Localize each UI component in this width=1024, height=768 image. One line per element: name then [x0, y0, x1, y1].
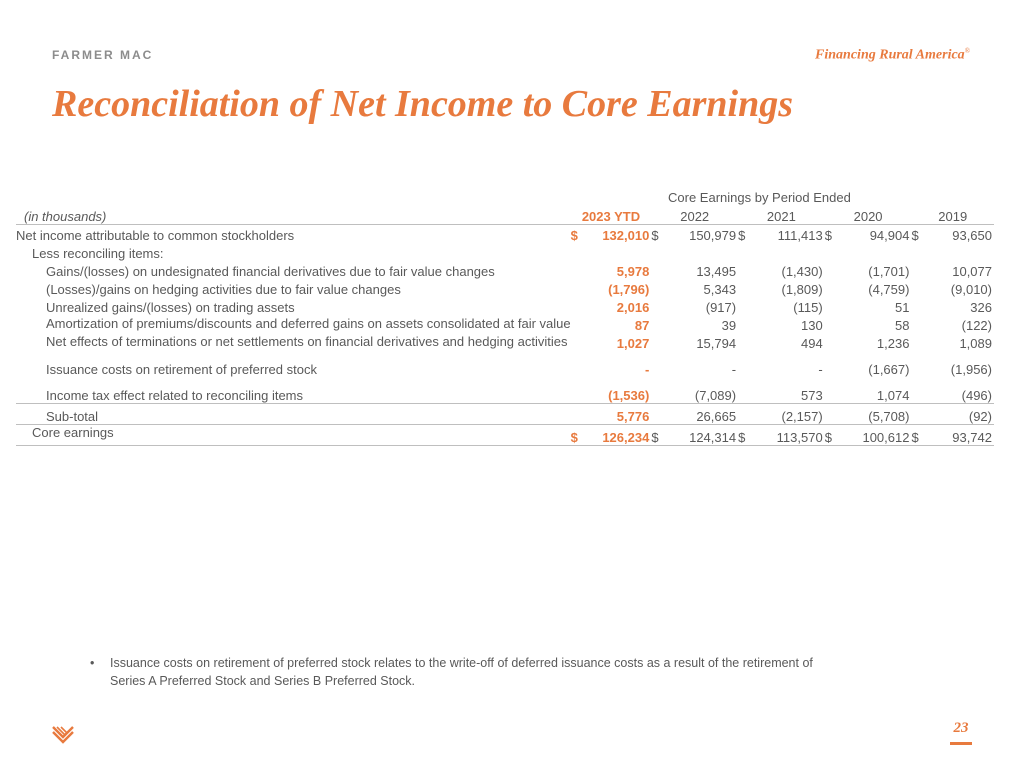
value-2023-ytd: -: [644, 362, 650, 377]
currency-symbol: $: [911, 228, 919, 243]
column-header-2021: 2021: [738, 205, 825, 225]
tagline-text: Financing Rural America: [815, 47, 965, 63]
value-2023-ytd: 87: [634, 318, 650, 333]
value-2019: 93,742: [929, 425, 994, 446]
value-2023-ytd: (1,536): [608, 388, 650, 403]
value-2023-ytd: 5,776: [588, 404, 651, 425]
page-number: 23: [953, 720, 969, 736]
value-2021: 113,570: [756, 425, 825, 446]
value-2020: (4,759): [868, 282, 910, 297]
value-2019: (92): [929, 404, 994, 425]
value-2022: 124,314: [669, 425, 738, 446]
value-2022: 26,665: [669, 404, 738, 425]
value-2021: (2,157): [756, 404, 825, 425]
value-2020: 1,236: [876, 336, 910, 351]
value-2022: (917): [705, 300, 737, 315]
table-row-terminations: [16, 333, 994, 351]
currency-symbol: $: [651, 425, 669, 446]
value-2021: (115): [793, 300, 823, 315]
value-2020: 94,904: [869, 228, 910, 243]
value-2019: 326: [970, 300, 992, 315]
page-title: Reconciliation of Net Income to Core Earnings: [52, 83, 794, 125]
table-row-net-income: [16, 225, 994, 244]
table-row-preferred-stock: [16, 351, 994, 377]
table-row-core-earnings: [16, 425, 994, 446]
value-2023-ytd: 132,010: [602, 228, 650, 243]
currency-symbol: $: [571, 425, 589, 446]
value-2020: 1,074: [876, 388, 910, 403]
value-2021: (1,809): [781, 282, 823, 297]
value-2021: 494: [800, 336, 823, 351]
column-header-2019: 2019: [911, 205, 994, 225]
value-2022: 150,979: [689, 228, 737, 243]
value-2021: -: [818, 362, 823, 377]
value-2020: 58: [895, 318, 910, 333]
value-2022: 39: [721, 318, 737, 333]
value-2021: 130: [800, 318, 823, 333]
row-label: Income tax effect related to reconciling items: [46, 388, 303, 403]
row-label: Core earnings: [16, 425, 571, 446]
reconciliation-table: [16, 205, 994, 446]
value-2023-ytd: 2,016: [616, 300, 650, 315]
units-label: (in thousands): [16, 205, 571, 225]
value-2019: 93,650: [952, 228, 992, 243]
period-caption: Core Earnings by Period Ended: [668, 190, 851, 205]
footnote-text: Issuance costs on retirement of preferred stock relates to the write-off of deferred issuance costs as a result of the retirement of Series A Preferred Stock and Series B Preferred Stock.: [110, 656, 813, 688]
currency-symbol: $: [570, 228, 578, 243]
value-2021: 573: [800, 388, 823, 403]
column-header-2023-ytd: 2023 YTD: [571, 205, 652, 225]
column-header-2020: 2020: [825, 205, 912, 225]
table-row-hedging: [16, 279, 994, 297]
value-2022: -: [731, 362, 737, 377]
value-2023-ytd: (1,796): [608, 282, 650, 297]
value-2020: (1,667): [868, 362, 910, 377]
row-label: Gains/(losses) on undesignated financial derivatives due to fair value changes: [46, 264, 495, 279]
tagline: [815, 47, 970, 64]
value-2022: 5,343: [703, 282, 737, 297]
table-row-derivative-gains: [16, 261, 994, 279]
value-2020: (1,701): [868, 264, 910, 279]
column-header-2022: 2022: [651, 205, 738, 225]
value-2021: (1,430): [781, 264, 823, 279]
table-row-income-tax: [16, 377, 994, 404]
currency-symbol: $: [824, 228, 832, 243]
row-label: Issuance costs on retirement of preferred stock: [46, 362, 317, 377]
value-2019: 1,089: [959, 336, 992, 351]
value-2019: (122): [961, 318, 992, 333]
row-label: Less reconciling items:: [32, 246, 164, 261]
value-2019: (9,010): [950, 282, 992, 297]
currency-symbol: $: [911, 425, 929, 446]
row-label: Net income attributable to common stockholders: [16, 228, 295, 243]
currency-symbol: $: [825, 425, 843, 446]
footnote: [90, 654, 850, 690]
value-2023-ytd: 5,978: [616, 264, 650, 279]
currency-symbol: $: [651, 228, 659, 243]
row-label: Sub-total: [16, 404, 571, 425]
value-2019: (496): [961, 388, 992, 403]
farmer-mac-chevron-logo-icon: [52, 725, 74, 745]
table-row-less-reconciling: [16, 243, 994, 261]
row-label: (Losses)/gains on hedging activities due to fair value changes: [46, 282, 401, 297]
value-2019: (1,956): [950, 362, 992, 377]
page-number-underline: [950, 742, 972, 745]
row-label: Net effects of terminations or net settlements on financial derivatives and hedging activities: [46, 334, 568, 349]
value-2022: 15,794: [696, 336, 737, 351]
bullet: •: [90, 656, 95, 670]
table-row-subtotal: [16, 404, 994, 425]
value-2021: 111,413: [777, 228, 823, 243]
value-2020: (5,708): [842, 404, 911, 425]
value-2020: 100,612: [842, 425, 911, 446]
value-2023-ytd: 1,027: [616, 336, 650, 351]
value-2020: 51: [895, 300, 910, 315]
row-label: Amortization of premiums/discounts and deferred gains on assets consolidated at fair value: [46, 316, 571, 331]
table-row-amortization: [16, 315, 994, 333]
table-row-trading-assets: [16, 297, 994, 315]
row-label: Unrealized gains/(losses) on trading assets: [46, 300, 295, 315]
brand-name: FARMER MAC: [52, 48, 154, 62]
value-2023-ytd: 126,234: [588, 425, 651, 446]
currency-symbol: $: [738, 228, 746, 243]
value-2022: 13,495: [696, 264, 737, 279]
registered-mark: ®: [964, 47, 970, 55]
currency-symbol: $: [738, 425, 756, 446]
value-2019: 10,077: [952, 264, 992, 279]
value-2022: (7,089): [694, 388, 737, 403]
table-header-row: [16, 205, 994, 225]
